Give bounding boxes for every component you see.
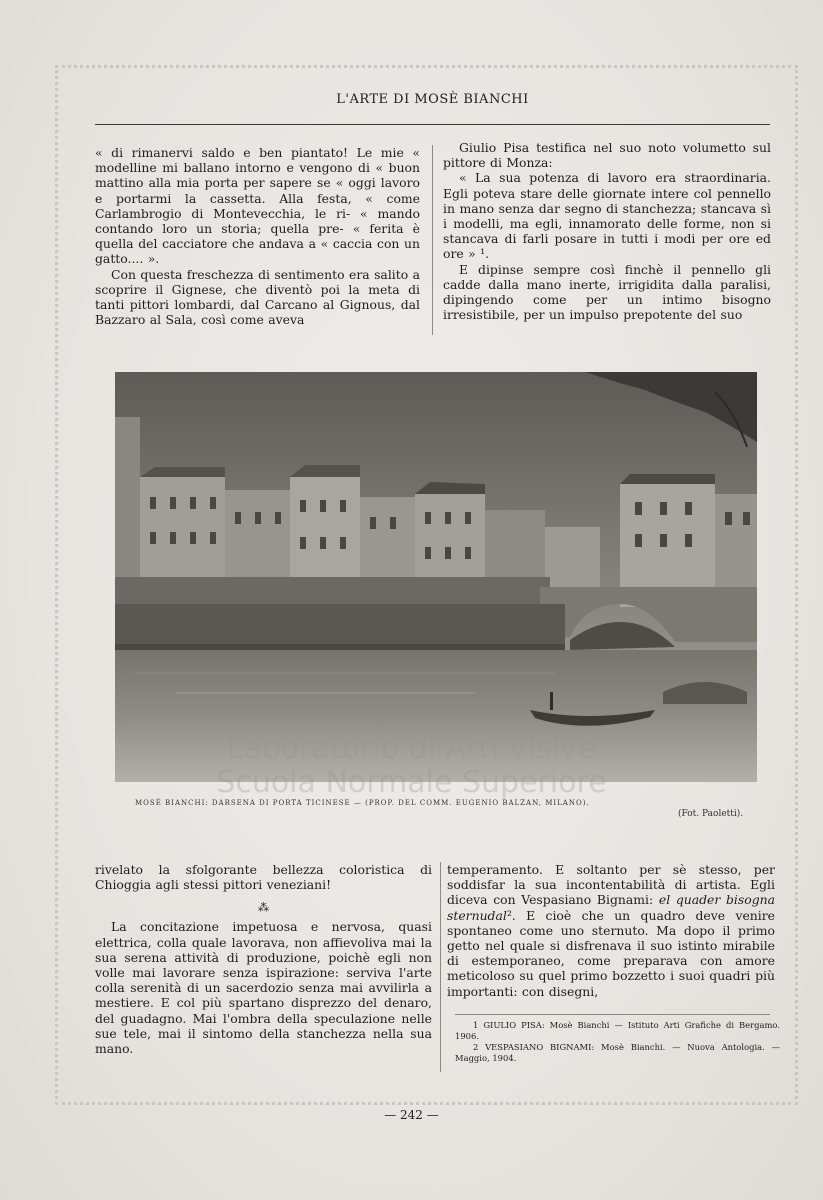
column-bottom-left — [95, 862, 432, 1056]
column-divider — [440, 862, 441, 1072]
paragraph: Con questa freschezza di sentimento era salito a scoprire il Gignese, che diventò poi la meta di tanti pittori lombardi, dal Carcano al Gignous, dal Bazzaro al Sala, così come aveva — [95, 266, 421, 328]
text-run: temperamento. E soltanto per sè stesso, per soddisfar la sua incontentabilità di artista. Egli diceva con Vespasiano Bignami: — [447, 862, 775, 908]
paragraph: La concitazione impetuosa e nervosa, quasi elettrica, colla quale lavorava, non affievoliva mai la sua serena attività di produzione, poichè egli non volle mai lavorare senza ispirazione: serviva l'arte colla serenità di un sacerdozio senza mai avvilirla a mestiere. E col più spartano disprezzo del denaro, del guadagno. Mai l'ombra della speculazione nelle sue tele, mai il sintomo della stanchezza nella sua mano. — [95, 919, 432, 1057]
dialect-quote: el quader bisogna sternudal — [447, 892, 775, 923]
header-rule — [95, 124, 770, 125]
paragraph — [447, 862, 775, 999]
footnote: 2 VESPASIANO BIGNAMI: Mosè Bianchi. — Nuova Antologia. — Maggio, 1904. — [455, 1042, 780, 1063]
watermark-line: Scuola Normale Superiore — [216, 765, 607, 800]
painting-image — [115, 372, 757, 782]
page-number: — 242 — — [384, 1108, 439, 1122]
footnote-rule — [455, 1014, 770, 1015]
running-header: L'ARTE DI MOSÈ BIANCHI — [336, 92, 529, 107]
watermark — [0, 732, 823, 800]
painting-reproduction — [115, 372, 757, 782]
column-top-left — [95, 145, 420, 327]
photo-credit: (Fot. Paoletti). — [678, 809, 744, 819]
figure-caption: MOSÈ BIANCHI: DARSENA DI PORTA TICINESE — (PROP. DEL COMM. EUGENIO BALZAN, MILANO). — [135, 799, 590, 807]
column-top-right — [443, 140, 771, 322]
section-separator: ⁂ — [258, 901, 269, 915]
paragraph: « di rimanervi saldo e ben piantato! Le mie « modelline mi ballano intorno e vengono di « buon mattino alla mia porta per sapere se « oggi lavoro e portarmi la cassetta. Alla festa, « come Carlambrogio di Montevecchia, le ri- « mando contando loro un storia; quella pre- « ferita è quella del cacciatore che andava a « caccia con un gatto.... ». — [95, 145, 420, 267]
column-divider — [432, 145, 433, 335]
text-run: ². E cioè che un quadro deve venire spontaneo come uno sternuto. Ma dopo il primo getto nel quale si disfrenava il suo istinto mirabile di estemporaneo, come preparava con amore meticoloso su quel primo bozzetto i suoi quadri più importanti: con disegni, — [447, 907, 775, 999]
footnote: 1 GIULIO PISA: Mosè Bianchi — Istituto Arti Grafiche di Bergamo. 1906. — [455, 1020, 780, 1041]
footnotes — [455, 1020, 780, 1064]
paragraph: « La sua potenza di lavoro era straordinaria. Egli poteva stare delle giornate intere col pennello in mano senza dar segno di stanchezza; stancava sì i modelli, ma egli, innamorato delle forme, non si stancava di farli posare in tutti i modi per ore ed ore » ¹. — [443, 170, 771, 262]
paragraph: E dipinse sempre così finchè il pennello gli cadde dalla mano inerte, irrigidita dalla paralisi, dipingendo come per un intimo bisogno irresistibile, per un impulso prepotente del suo — [443, 261, 771, 323]
watermark-line: Laboratorio di Arti Visive — [226, 731, 597, 766]
paragraph: Giulio Pisa testifica nel suo noto volumetto sul pittore di Monza: — [443, 140, 771, 171]
paragraph: rivelato la sfolgorante bellezza coloristica di Chioggia agli stessi pittori veneziani! — [95, 862, 432, 893]
column-bottom-right — [447, 862, 775, 999]
